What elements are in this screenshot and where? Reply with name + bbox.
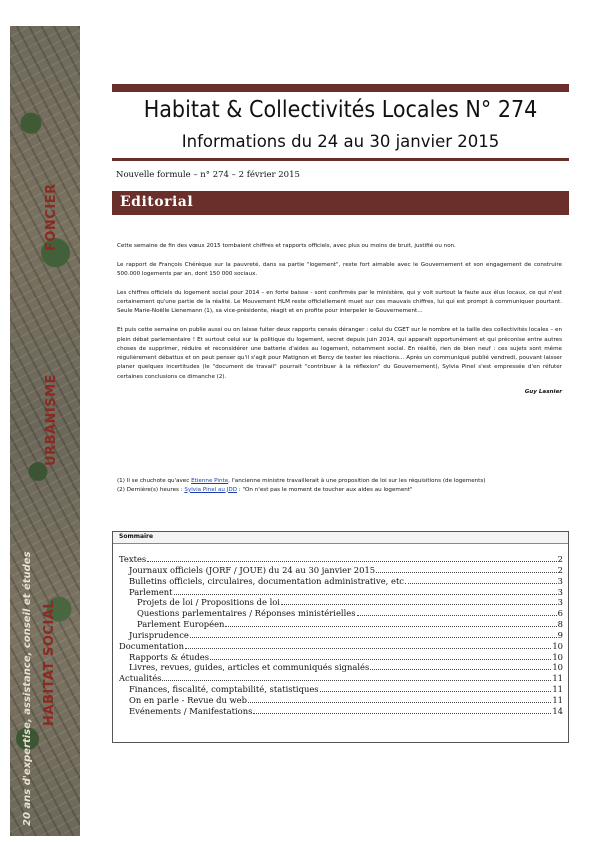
sidebar-word-habitat-social: HABITAT SOCIAL <box>42 599 57 726</box>
toc-leader-dots <box>370 669 551 670</box>
page-subtitle: Informations du 24 au 30 janvier 2015 <box>181 132 500 151</box>
toc-leader-dots <box>147 561 556 562</box>
header-top-bar <box>112 84 569 92</box>
toc-leader-dots <box>253 713 551 714</box>
toc-entry-label: Bulletins officiels, circulaires, documentation administrative, etc. <box>129 575 407 586</box>
aerial-photo-strip <box>10 26 80 836</box>
toc-entry[interactable] <box>119 565 563 576</box>
footnotes <box>117 477 562 494</box>
toc-entry-label: Documentation <box>119 640 184 651</box>
section-label: Editorial <box>120 194 194 210</box>
toc-entry[interactable] <box>119 695 563 706</box>
toc-entry-page: 11 <box>552 673 563 684</box>
toc-list <box>119 554 563 717</box>
toc-entry-label: Jurisprudence <box>129 629 189 640</box>
toc-leader-dots <box>408 583 557 584</box>
toc-entry-label: Journaux officiels (JORF / JOUE) du 24 au 30 janvier 2015 <box>129 564 376 575</box>
page-title: Habitat & Collectivités Locales N° 274 <box>143 97 538 123</box>
editorial-paragraph: Le rapport de François Chérèque sur la pauvreté, dans sa partie "logement", reste fort aimable avec le Gouvernement et son engagement de construire 500.000 logements par an, dont 150 000 sociaux. <box>117 261 562 278</box>
toc-entry[interactable] <box>119 576 563 587</box>
toc-entry-label: On en parle - Revue du web <box>129 694 247 705</box>
toc-entry[interactable] <box>119 619 563 630</box>
toc-entry[interactable] <box>119 706 563 717</box>
toc-entry-page: 10 <box>552 640 563 651</box>
toc-entry-label: Textes <box>119 554 147 564</box>
editorial-body <box>117 242 562 395</box>
toc-entry[interactable] <box>119 652 563 663</box>
toc-leader-dots <box>357 615 557 616</box>
sidebar-word-foncier: FONCIER <box>44 183 59 251</box>
toc-entry-page: 9 <box>557 629 563 640</box>
toc-entry-label: Parlement Européen <box>137 619 225 630</box>
sidebar-word-urbanisme: URBANISME <box>44 374 59 466</box>
toc-entry-page: 11 <box>552 694 563 705</box>
toc-leader-dots <box>185 648 551 649</box>
toc-entry-label: Questions parlementaires / Réponses ministérielles <box>137 608 356 619</box>
sidebar-tagline: 20 ans d'expertise, assistance, conseil et études <box>22 551 33 826</box>
toc-leader-dots <box>376 572 557 573</box>
issue-line: Nouvelle formule – n° 274 – 2 février 2015 <box>116 170 300 180</box>
toc-entry-label: Evénements / Manifestations <box>129 705 253 716</box>
toc-entry-page: 10 <box>552 662 563 673</box>
toc-leader-dots <box>225 626 556 627</box>
editorial-paragraph: Cette semaine de fin des vœux 2015 tombaient chiffres et rapports officiels, avec plus ou moins de bruit, justifié ou non. <box>117 243 456 249</box>
toc-entry-label: Projets de loi / Propositions de loi <box>137 597 280 608</box>
toc-leader-dots <box>281 604 557 605</box>
toc-leader-dots <box>210 659 551 660</box>
header-rule <box>112 158 569 161</box>
footnote-1 <box>117 477 562 486</box>
toc-entry-page: 8 <box>557 619 563 630</box>
toc-entry-label: Livres, revues, guides, articles et communiqués signalés <box>129 662 370 673</box>
footnote-link-sylvia-pinel[interactable]: Sylvia Pinel au JDD <box>184 486 238 493</box>
footnote-text: : "On n'est pas le moment de toucher aux aides au logement" <box>238 486 413 493</box>
toc-entry[interactable] <box>119 597 563 608</box>
toc-entry[interactable] <box>119 684 563 695</box>
footnote-text: (1) Il se chuchote qu'avec <box>117 478 190 484</box>
toc-leader-dots <box>190 637 557 638</box>
toc-entry-page: 2 <box>557 554 563 564</box>
toc-entry[interactable] <box>119 587 563 598</box>
editorial-signature: Guy Lasnier <box>524 388 562 395</box>
toc-entry-page: 11 <box>552 684 563 695</box>
toc-header <box>113 532 568 544</box>
toc-entry-label: Actualités <box>119 673 162 684</box>
toc-entry[interactable] <box>119 554 563 565</box>
toc-entry-page: 3 <box>557 575 563 586</box>
toc-entry[interactable] <box>119 630 563 641</box>
footnote-text: , l'ancienne ministre travaillerait à une proposition de loi sur les réquisitions (de logements) <box>228 478 486 484</box>
toc-leader-dots <box>174 594 557 595</box>
toc-entry[interactable] <box>119 608 563 619</box>
toc-leader-dots <box>162 680 551 681</box>
toc-leader-dots <box>320 691 552 692</box>
toc-entry-page: 10 <box>552 651 563 662</box>
toc-entry-page: 3 <box>557 597 563 608</box>
toc-entry-label: Parlement <box>129 586 173 597</box>
toc-entry-page: 6 <box>557 608 563 619</box>
editorial-paragraph: Les chiffres officiels du logement social pour 2014 – en forte baisse - sont confirmés par le ministère, qui y voit surtout la faute aux élus locaux, ce qui n'est certainement qu'une partie de la réalité. Le Mouvement HLM reste officiellement muet sur ces mauvais chiffres, lui qui est prompt à communiquer pourtant. Seule Marie-Noëlle Lienemann (1), sa vice-présidente, réagit et en profite pour interpeler le Gouvernement... <box>117 289 562 315</box>
toc-entry-page: 14 <box>552 705 563 716</box>
toc-entry-label: Finances, fiscalité, comptabilité, statistiques <box>129 684 319 695</box>
toc-entry-page: 2 <box>557 564 563 575</box>
toc-heading: Sommaire <box>119 533 154 540</box>
toc-entry[interactable] <box>119 662 563 673</box>
toc-entry-label: Rapports & études <box>129 651 210 662</box>
editorial-paragraph: Et puis cette semaine on publie aussi ou on laisse fuiter deux rapports censés déranger : celui du CGET sur le nombre et la taille des collectivités locales – en plein débat parlementaire ! Et surtout celui sur la politique du logement, secret depuis juin 2014, qui apparaît opportunément et qui préconise entre autres choses de supprimer, réduire et reconsidérer une batterie d'aides au logement, notamment social. En réalité, rien de bien neuf : ces sujets sont même régulièrement débattus et on peut penser qu'il s'agit pour Matignon et Bercy de tester les réactions... Après un communiqué publié vendredi, pouvant laisser planer quelques incertitudes (le "document de travail" pourrait "contribuer à la réflexion" du Gouvernement), Sylvia Pinel s'est empressée d'en réfuter certaines conclusions ce dimanche (2). <box>117 327 562 380</box>
toc-leader-dots <box>248 702 551 703</box>
table-of-contents <box>112 531 569 743</box>
toc-entry[interactable] <box>119 641 563 652</box>
toc-entry[interactable] <box>119 673 563 684</box>
section-banner <box>112 191 569 215</box>
footnote-text: (2) Dernière(s) heures : <box>117 486 183 493</box>
footnote-2 <box>117 486 562 495</box>
footnote-link-etienne-pinte[interactable]: Etienne Pinte <box>191 478 229 484</box>
toc-entry-page: 3 <box>557 586 563 597</box>
